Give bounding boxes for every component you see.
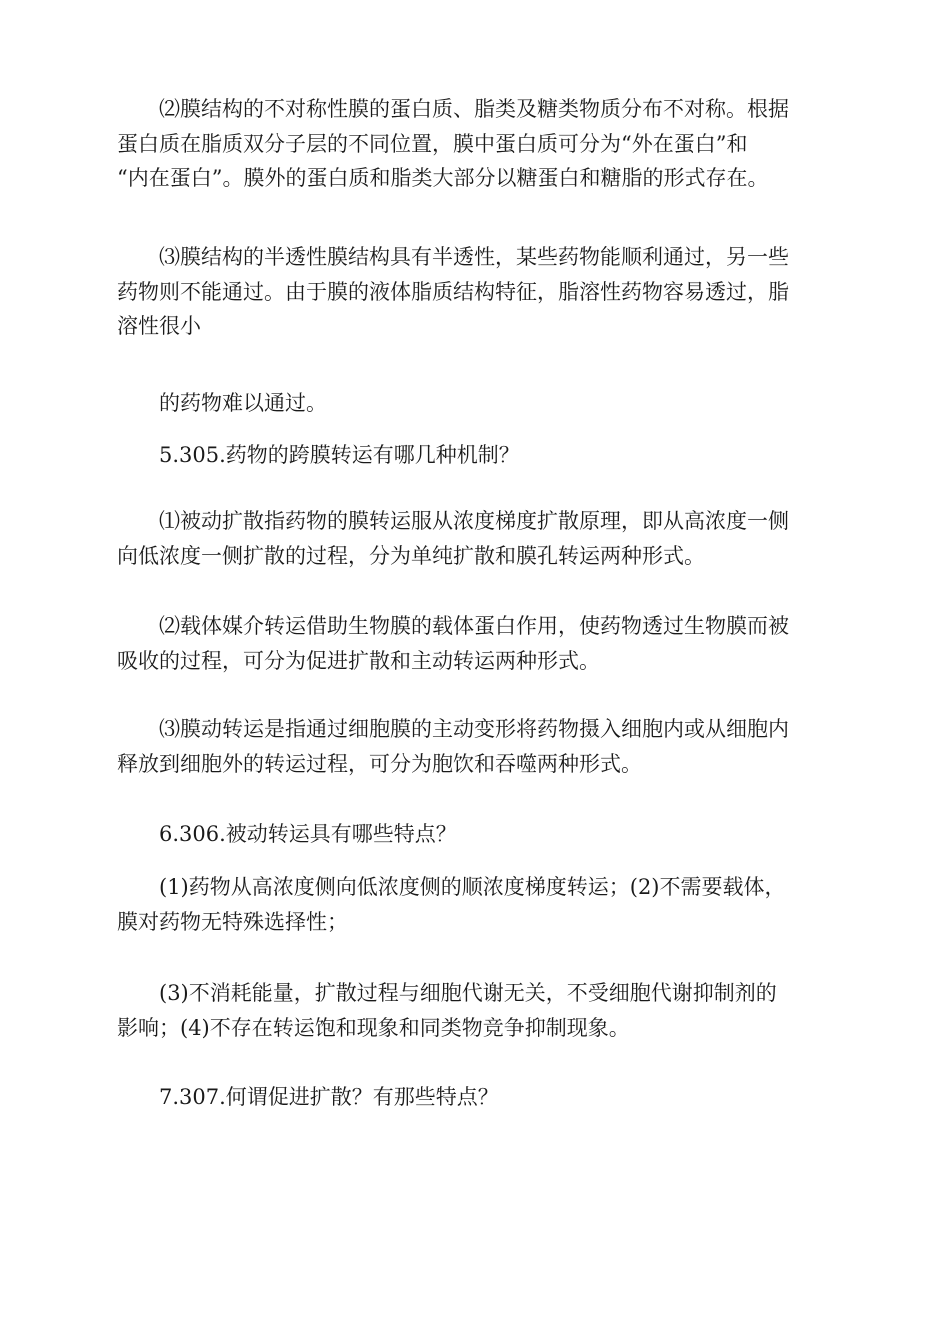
text-line: 膜对药物无特殊选择性； bbox=[117, 909, 348, 934]
text-line: ⑵载体媒介转运借助生物膜的载体蛋白作用，使药物透过生物膜而被 bbox=[159, 614, 789, 638]
text-line: 蛋白质在脂质双分子层的不同位置，膜中蛋白质可分为“外在蛋白”和 bbox=[117, 131, 748, 156]
text-line: ⑴被动扩散指药物的膜转运服从浓度梯度扩散原理，即从高浓度一侧 bbox=[159, 509, 789, 533]
paragraph-continuation bbox=[117, 386, 837, 421]
text-line: 影响；(4)不存在转运饱和现象和同类物竞争抑制现象。 bbox=[117, 1015, 630, 1040]
paragraph-passive-diffusion bbox=[117, 504, 837, 573]
paragraph-passive-features-1 bbox=[117, 870, 837, 939]
text-line: ⑵膜结构的不对称性膜的蛋白质、脂类及糖类物质分布不对称。根据 bbox=[159, 97, 789, 121]
text-line: (1)药物从高浓度侧向低浓度侧的顺浓度梯度转运；(2)不需要载体， bbox=[159, 875, 786, 899]
paragraph-carrier-mediated bbox=[117, 609, 837, 678]
paragraph-passive-features-2 bbox=[117, 976, 837, 1045]
paragraph-membrane-semipermeability bbox=[117, 240, 837, 344]
text-line: ⑶膜动转运是指通过细胞膜的主动变形将药物摄入细胞内或从细胞内 bbox=[159, 717, 789, 741]
question-306 bbox=[117, 817, 837, 852]
question-heading: 7.307.何谓促进扩散？有那些特点？ bbox=[159, 1085, 499, 1109]
paragraph-membrane-mobile-transport bbox=[117, 712, 837, 781]
question-heading: 5.305.药物的跨膜转运有哪几种机制？ bbox=[159, 443, 520, 467]
text-line: 释放到细胞外的转运过程，可分为胞饮和吞噬两种形式。 bbox=[117, 751, 642, 776]
text-line: “内在蛋白”。膜外的蛋白质和脂类大部分以糖蛋白和糖脂的形式存在。 bbox=[117, 166, 769, 190]
question-307 bbox=[117, 1080, 837, 1115]
text-line: 药物则不能通过。由于膜的液体脂质结构特征，脂溶性药物容易透过，脂 bbox=[117, 279, 789, 304]
text-line: (3)不消耗能量，扩散过程与细胞代谢无关，不受细胞代谢抑制剂的 bbox=[159, 981, 777, 1005]
paragraph-membrane-asymmetry bbox=[117, 92, 837, 196]
text-line: ⑶膜结构的半透性膜结构具有半透性，某些药物能顺利通过，另一些 bbox=[159, 245, 789, 269]
question-305 bbox=[117, 438, 837, 473]
text-line: 向低浓度一侧扩散的过程，分为单纯扩散和膜孔转运两种形式。 bbox=[117, 543, 705, 568]
question-heading: 6.306.被动转运具有哪些特点？ bbox=[159, 822, 457, 846]
text-line: 溶性很小 bbox=[117, 314, 201, 338]
text-line: 的药物难以通过。 bbox=[159, 391, 327, 415]
text-line: 吸收的过程，可分为促进扩散和主动转运两种形式。 bbox=[117, 648, 600, 673]
